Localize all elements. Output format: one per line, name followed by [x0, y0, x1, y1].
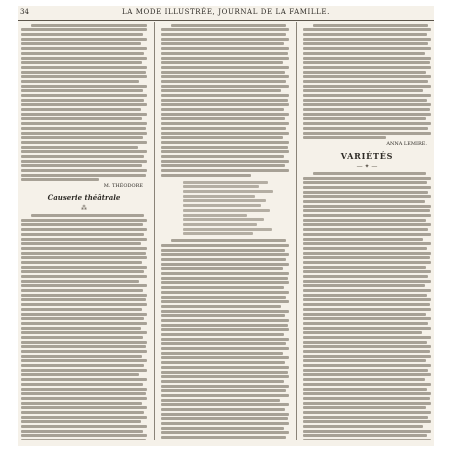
section-title-varietes: VARIÉTÉS — [340, 151, 394, 162]
column-rule — [154, 22, 155, 440]
page-number: 34 — [20, 8, 29, 16]
article-text-block — [161, 24, 289, 177]
running-title: LA MODE ILLUSTRÉE, JOURNAL DE LA FAMILLE. — [122, 8, 330, 16]
page-header — [18, 6, 434, 21]
article-signature: ANNA LEMIRE. — [386, 141, 427, 148]
article-text-block — [21, 214, 147, 440]
newspaper-page — [18, 6, 434, 446]
section-title-causerie: Causerie théâtrale — [47, 193, 121, 203]
article-text-block — [303, 172, 431, 440]
column-rule — [296, 22, 297, 440]
article-text-block — [161, 239, 289, 440]
column-right — [303, 22, 431, 440]
article-signature: M. THÉODORE — [103, 183, 143, 190]
article-text-block — [303, 24, 431, 140]
ornament-divider: ⁂ — [81, 205, 87, 213]
ornament-divider: — ✦ — — [356, 163, 378, 171]
column-left — [21, 22, 147, 440]
article-text-block — [21, 24, 147, 182]
column-middle — [161, 22, 289, 440]
verse-quotation — [183, 181, 289, 236]
